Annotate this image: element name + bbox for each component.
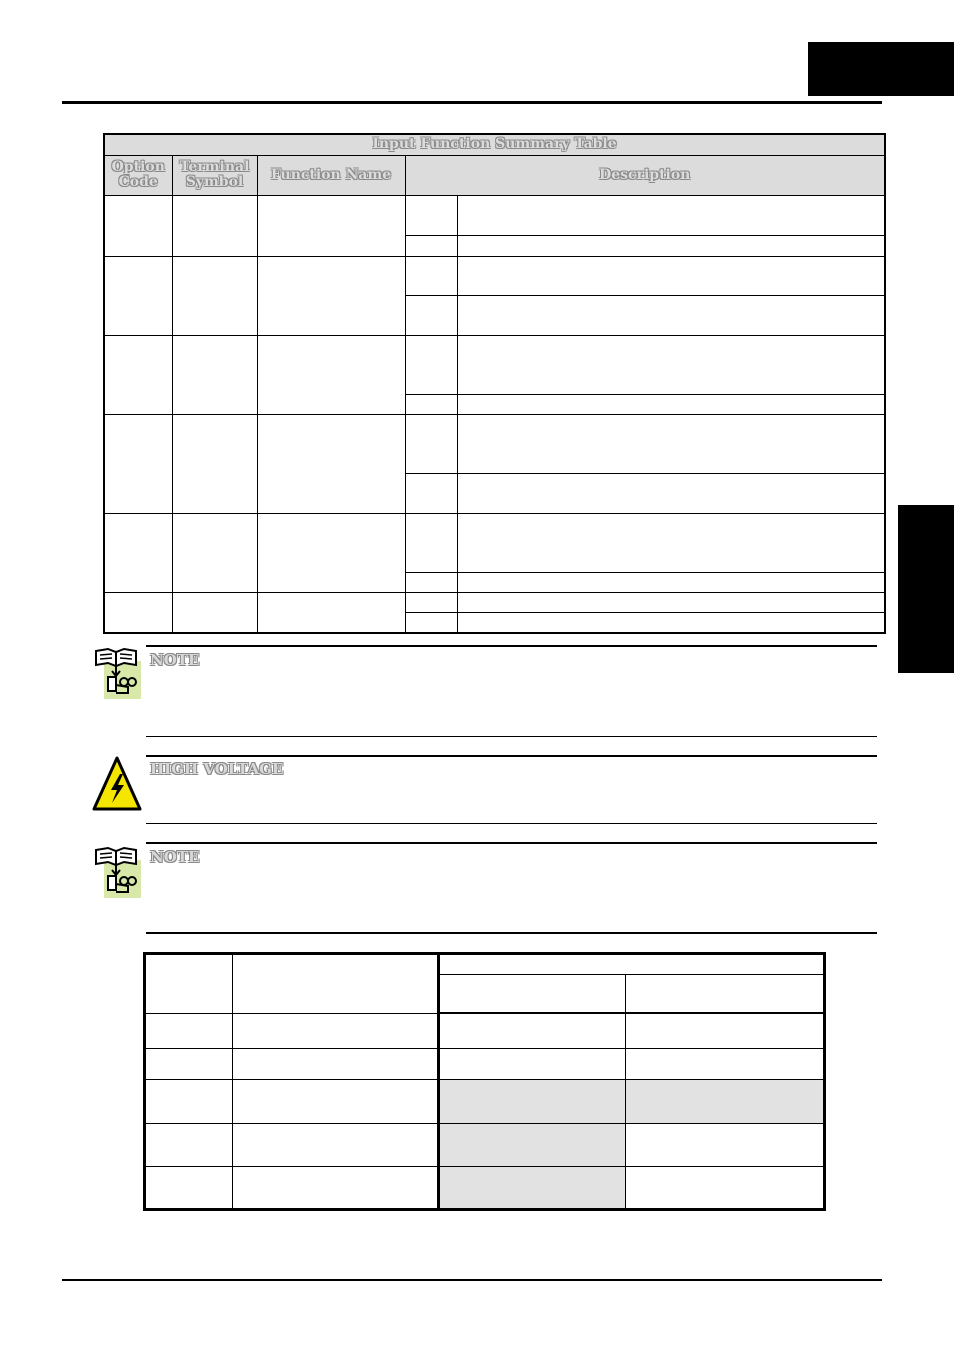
- note-bottom-rule: [146, 736, 877, 737]
- header-description: Description: [405, 155, 885, 195]
- table-row: [104, 257, 885, 296]
- header-rule: [62, 101, 882, 104]
- warning-title: HIGH VOLTAGE: [150, 760, 284, 778]
- footer-rule: [62, 1279, 882, 1281]
- warning-bottom-rule: [146, 823, 877, 824]
- table-title: Input Function Summary Table: [104, 134, 885, 155]
- note-bottom-rule: [146, 932, 877, 934]
- side-tab: [898, 505, 954, 673]
- chapter-tab: [808, 42, 954, 96]
- table-header-row: [145, 954, 825, 975]
- header-function-name: Function Name: [257, 155, 405, 195]
- table-row: [104, 415, 885, 474]
- table-row: [104, 195, 885, 235]
- state-table: [143, 952, 826, 1211]
- table-row: [145, 1080, 825, 1124]
- note-title: NOTE: [150, 651, 200, 669]
- note-top-rule: [146, 645, 877, 647]
- header-option-code: Option Code: [104, 155, 172, 195]
- table-row: [104, 593, 885, 613]
- header-terminal-symbol: Terminal Symbol: [172, 155, 257, 195]
- note-book-icon: [94, 647, 141, 703]
- warning-top-rule: [146, 755, 877, 757]
- table-row: [104, 513, 885, 572]
- table-row: [145, 1167, 825, 1210]
- input-function-summary-table: [103, 133, 886, 634]
- table-row: [145, 1049, 825, 1080]
- high-voltage-warning-icon: [92, 756, 142, 816]
- note-top-rule: [146, 842, 877, 844]
- table-row: [104, 335, 885, 394]
- table-row: [145, 1013, 825, 1048]
- note-book-icon: [94, 846, 141, 902]
- table-row: [145, 1123, 825, 1167]
- note-title: NOTE: [150, 848, 200, 866]
